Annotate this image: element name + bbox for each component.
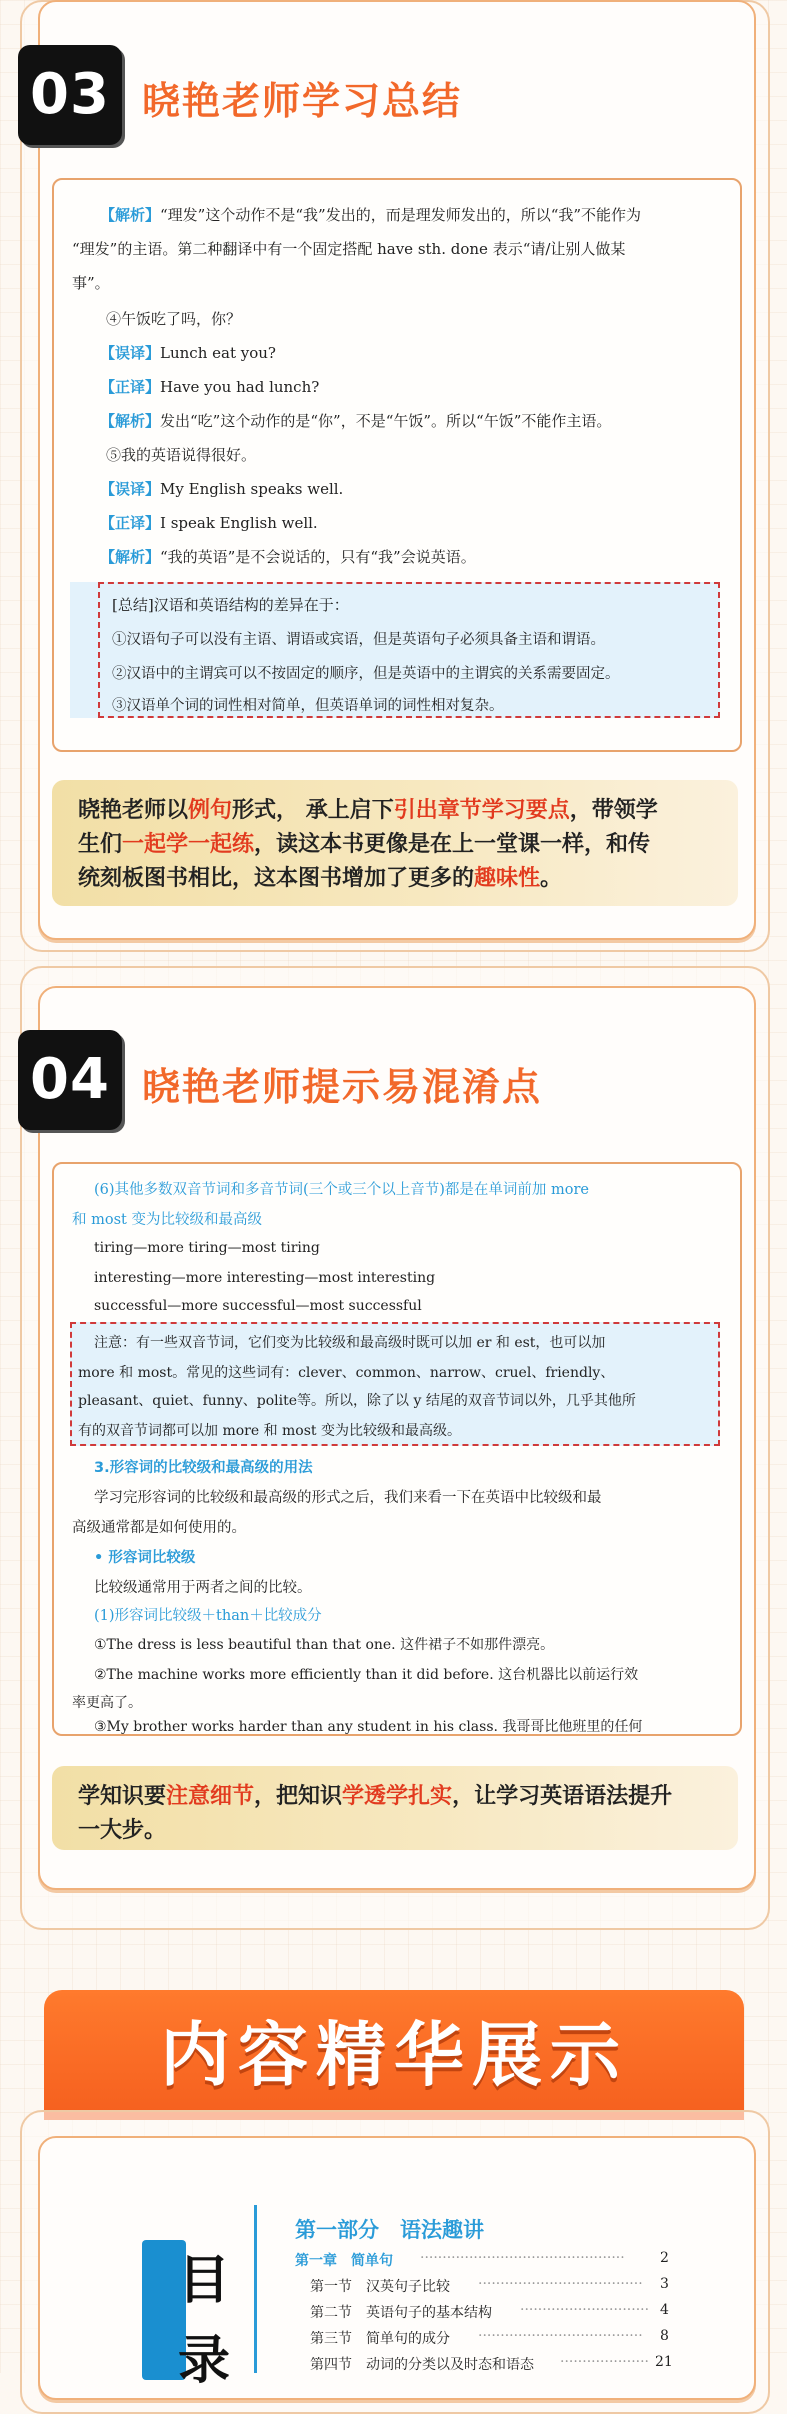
wrong-tag: 【误译】 [100, 344, 161, 362]
wrong-tag: 【误译】 [100, 480, 161, 498]
toc-page-number: 21 [655, 2354, 673, 2370]
note-highlight: 例句 [188, 798, 233, 823]
note-text: 学知识要 [78, 1784, 167, 1809]
section-number-badge: 03 [18, 45, 122, 145]
right-tag: 【正译】 [100, 514, 161, 532]
toc-item-label: 第二节 英语句子的基本结构 [310, 2305, 492, 2321]
right-translation: I speak English well. [160, 514, 318, 532]
note-text: ，读这本书更像是在上一堂课一样，和传 [254, 832, 651, 857]
note-highlight: 学透学扎实 [342, 1784, 453, 1809]
bullet-heading: • 形容词比较级 [94, 1550, 196, 1566]
paragraph-text: “理发”的主语。第二种翻译中有一个固定搭配 have sth. done 表示“请/让别人做某 [72, 240, 626, 258]
right-translation: Have you had lunch? [160, 378, 320, 396]
note-text: 生们 [78, 832, 123, 857]
note-text: 一大步。 [78, 1818, 167, 1843]
toc-page-number: 3 [660, 2276, 669, 2292]
example-sentence: ②The machine works more efficiently than it did before. 这台机器比以前运行效 [94, 1667, 639, 1683]
book-page-excerpt [52, 178, 742, 752]
book-page-excerpt [52, 1162, 742, 1736]
caution-text: 注意：有一些双音节词，它们变为比较级和最高级时既可以加 er 和 est，也可以加 [94, 1335, 606, 1351]
toc-leader: ····································· [478, 2276, 643, 2292]
note-highlight: 一起学一起练 [122, 832, 255, 857]
right-tag: 【正译】 [100, 378, 161, 396]
toc-chapter-title: 第一章 简单句 [295, 2253, 393, 2269]
note-text: 。 [540, 866, 563, 891]
analysis-tag: 【解析】 [100, 206, 161, 224]
section-title: 晓艳老师提示易混淆点 [142, 1065, 543, 1109]
note-text: 形式， 承上启下 [232, 798, 394, 823]
caution-text: more 和 most。常见的这些词有：clever、common、narrow、cruel、friendly、 [78, 1365, 615, 1381]
note-text: 晓艳老师以 [78, 798, 189, 823]
example-sentence: ④午饭吃了吗，你？ [106, 310, 242, 328]
note-highlight: 注意细节 [166, 1784, 255, 1809]
note-text: ，带领学 [569, 798, 658, 823]
note-highlight: 趣味性 [474, 866, 541, 891]
example-word: successful—more successful—most successful [94, 1298, 422, 1314]
note-text: ，让学习英语语法提升 [452, 1784, 673, 1809]
teacher-note [52, 780, 738, 906]
example-sentence: ⑤我的英语说得很好。 [106, 446, 257, 464]
summary-point: ③汉语单个词的词性相对简单，但英语单词的词性相对复杂。 [112, 698, 504, 714]
toc-divider [254, 2205, 257, 2373]
summary-heading: [总结]汉语和英语结构的差异在于： [112, 596, 349, 614]
example-word: tiring—more tiring—most tiring [94, 1240, 320, 1256]
toc-page-number: 2 [660, 2250, 669, 2266]
toc-item-label: 第四节 动词的分类以及时态和语态 [310, 2357, 534, 2373]
caution-text: pleasant、quiet、funny、polite等。所以，除了以 y 结尾的双音节词以外，几乎其他所 [78, 1393, 636, 1409]
wrong-translation: My English speaks well. [160, 480, 344, 498]
section-title: 晓艳老师学习总结 [142, 79, 463, 123]
sub-heading: (1)形容词比较级＋than＋比较成分 [94, 1608, 322, 1624]
caution-text: 有的双音节词都可以加 more 和 most 变为比较级和最高级。 [78, 1423, 461, 1439]
rule-heading: 和 most 变为比较级和最高级 [72, 1212, 262, 1228]
paragraph-text: 比较级通常用于两者之间的比较。 [94, 1580, 312, 1596]
rule-heading: (6)其他多数双音节词和多音节词(三个或三个以上音节)都是在单词前加 more [94, 1182, 589, 1198]
paragraph-text: “理发”这个动作不是“我”发出的，而是理发师发出的，所以“我”不能作为 [160, 206, 642, 224]
wrong-translation: Lunch eat you? [160, 344, 276, 362]
toc-page-number: 4 [660, 2302, 669, 2318]
summary-point: ①汉语句子可以没有主语、谓语或宾语，但是英语句子必须具备主语和谓语。 [112, 632, 605, 648]
note-highlight: 引出章节学习要点 [393, 798, 570, 823]
analysis-text: “我的英语”是不会说话的，只有“我”会说英语。 [160, 548, 476, 566]
highlights-banner [44, 1990, 744, 2120]
toc-part-title: 第一部分 语法趣讲 [295, 2217, 484, 2242]
toc-mulu-char: 录 [178, 2330, 231, 2391]
note-text: 统刻板图书相比，这本图书增加了更多的 [78, 866, 475, 891]
toc-leader: ····························· [520, 2302, 650, 2318]
analysis-text: 发出“吃”这个动作的是“你”，不是“午饭”。所以“午饭”不能作主语。 [160, 412, 612, 430]
summary-point: ②汉语中的主谓宾可以不按固定的顺序，但是英语中的主谓宾的关系需要固定。 [112, 666, 620, 682]
paragraph-text: 学习完形容词的比较级和最高级的形式之后，我们来看一下在英语中比较级和最 [94, 1490, 602, 1506]
section-number-badge: 04 [18, 1030, 122, 1130]
teacher-note [52, 1766, 738, 1850]
toc-item-label: 第一节 汉英句子比较 [310, 2279, 450, 2295]
banner-title: 内容精华展示 [160, 2014, 628, 2096]
analysis-tag: 【解析】 [100, 548, 161, 566]
section-heading: 3.形容词的比较级和最高级的用法 [94, 1460, 313, 1476]
toc-item-label: 第三节 简单句的成分 [310, 2331, 450, 2347]
note-text: ，把知识 [254, 1784, 343, 1809]
toc-mulu-char: 目 [178, 2250, 231, 2311]
paragraph-text: 事”。 [72, 274, 110, 292]
toc-page-number: 8 [660, 2328, 669, 2344]
toc-leader: ····································· [478, 2328, 643, 2344]
example-sentence: ①The dress is less beautiful than that one. 这件裙子不如那件漂亮。 [94, 1637, 555, 1653]
paragraph-text: 高级通常都是如何使用的。 [72, 1520, 246, 1536]
toc-leader: ···················· [560, 2354, 650, 2370]
example-sentence: 率更高了。 [72, 1695, 142, 1711]
toc-leader: ·············································· [420, 2250, 625, 2266]
analysis-tag: 【解析】 [100, 412, 161, 430]
example-sentence: ③My brother works harder than any student in his class. 我哥哥比他班里的任何 [94, 1719, 643, 1735]
example-word: interesting—more interesting—most interesting [94, 1270, 436, 1286]
